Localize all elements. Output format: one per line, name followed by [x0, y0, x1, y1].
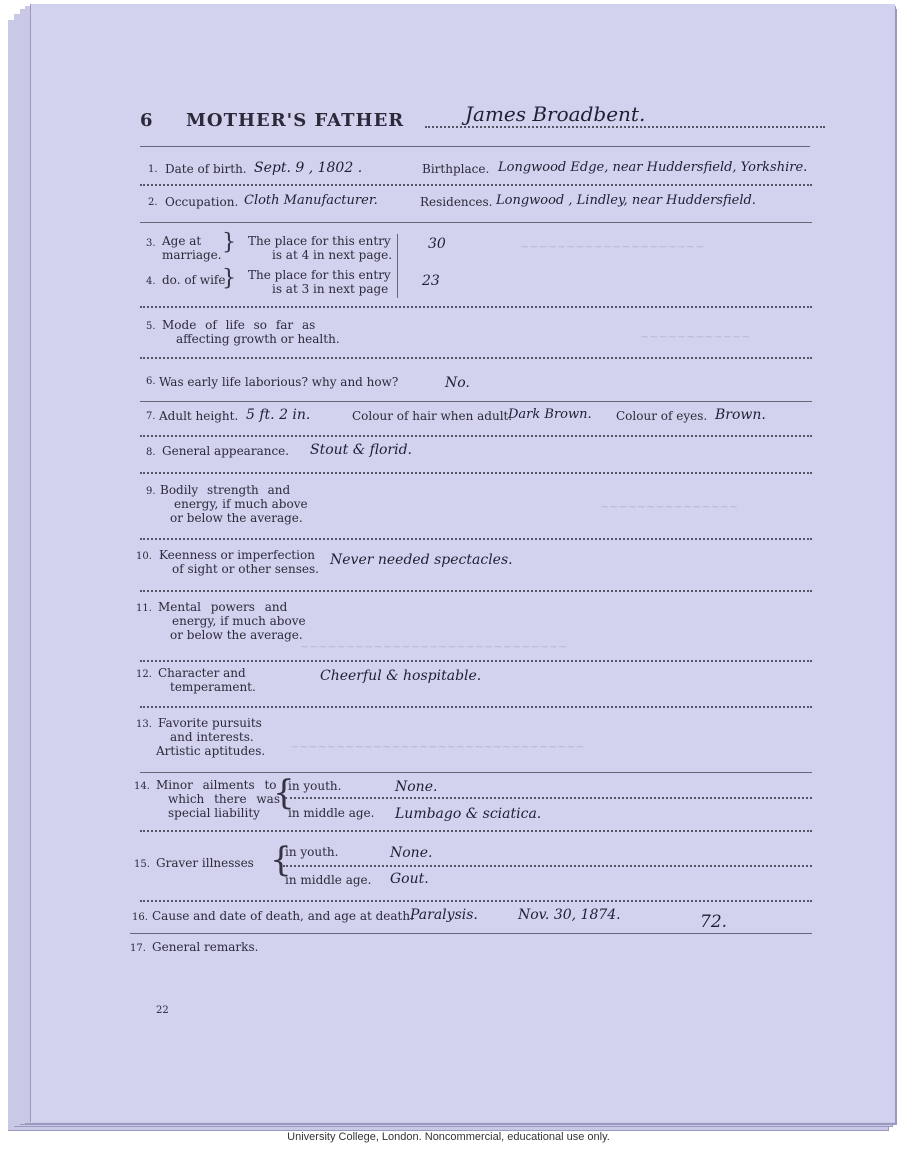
death-date: Nov. 30, 1874.: [518, 907, 621, 923]
row-number: 16.: [132, 912, 148, 923]
row-number: 11.: [136, 603, 152, 614]
keenness-value: Never needed spectacles.: [330, 552, 513, 568]
graver-illnesses-middle-age: Gout.: [390, 871, 429, 887]
residences-value: Longwood , Lindley, near Huddersfield.: [496, 193, 756, 208]
header-rule: [140, 146, 810, 147]
middle-age-label: in middle age.: [285, 873, 372, 887]
age-marriage-label: Age at: [162, 234, 202, 248]
age-marriage-value: 30: [428, 236, 446, 252]
subject-name: James Broadbent.: [465, 102, 646, 126]
dob-label: Date of birth.: [165, 162, 247, 176]
row-separator: [140, 472, 812, 474]
row-separator: [140, 184, 812, 186]
row-separator: [140, 538, 812, 540]
row-separator: [140, 222, 812, 223]
placement-note: The place for this entry: [248, 234, 391, 248]
bleed-through-mark: ~~~~~~~~~~~~~~~~~~~~~~~~~~~~~: [300, 640, 568, 653]
row-number: 12.: [136, 669, 152, 680]
occupation-label: Occupation.: [165, 195, 239, 209]
minor-ailments-label: special liability: [168, 806, 260, 820]
row-separator: [140, 830, 812, 832]
row-separator: [140, 706, 812, 708]
hair-colour-value: Dark Brown.: [508, 407, 592, 422]
row-number: 13.: [136, 719, 152, 730]
pursuits-label: Artistic aptitudes.: [156, 744, 266, 758]
occupation-value: Cloth Manufacturer.: [244, 193, 378, 208]
height-label: Adult height.: [159, 409, 239, 423]
character-label: Character and: [158, 666, 246, 680]
eye-colour-value: Brown.: [715, 407, 766, 423]
column-divider: [397, 234, 398, 298]
page-number: 22: [156, 1005, 169, 1016]
row-separator: [140, 772, 812, 773]
brace: {: [270, 840, 292, 880]
birthplace-value: Longwood Edge, near Huddersfield, Yorkshire.: [498, 160, 808, 175]
wife-age-value: 23: [422, 273, 440, 289]
placement-note: The place for this entry: [248, 268, 391, 282]
minor-ailments-label: which there was: [168, 792, 280, 806]
mode-of-life-label: Mode of life so far as: [162, 318, 316, 332]
youth-label: in youth.: [285, 845, 339, 859]
graver-illnesses-youth: None.: [390, 845, 433, 861]
row-number: 14.: [134, 781, 150, 792]
row-number: 15.: [134, 859, 150, 870]
row-separator: [140, 306, 812, 308]
residences-label: Residences.: [420, 195, 493, 209]
bodily-strength-label: energy, if much above: [174, 497, 308, 511]
name-line: [425, 126, 825, 128]
pursuits-label: Favorite pursuits: [158, 716, 262, 730]
bleed-through-mark: ~~~~~~~~~~~~~~~: [600, 500, 739, 513]
row-separator: [140, 590, 812, 592]
placement-note: is at 4 in next page.: [272, 248, 393, 262]
row-number: 17.: [130, 943, 146, 954]
minor-ailments-youth: None.: [395, 779, 438, 795]
row-separator: [140, 900, 812, 902]
attribution-caption: University College, London. Noncommercial, educational use only.: [287, 1131, 610, 1143]
row-separator: [130, 933, 812, 934]
death-label: Cause and date of death, and age at death.: [152, 909, 414, 923]
brace: }: [222, 266, 236, 291]
general-remarks-label: General remarks.: [152, 940, 259, 954]
early-life-value: No.: [445, 375, 470, 391]
brace: {: [273, 773, 295, 813]
row-separator: [140, 357, 812, 359]
character-value: Cheerful & hospitable.: [320, 668, 482, 684]
minor-ailments-label: Minor ailments to: [156, 778, 277, 792]
row-number: 9.: [146, 486, 156, 497]
row-number: 10.: [136, 551, 152, 562]
section-number: 6: [140, 110, 154, 131]
bleed-through-mark: ~~~~~~~~~~~~: [640, 330, 751, 343]
bleed-through-mark: ~~~~~~~~~~~~~~~~~~~~: [520, 240, 705, 253]
row-separator: [140, 660, 812, 662]
mental-powers-label: Mental powers and: [158, 600, 288, 614]
death-cause: Paralysis.: [410, 907, 478, 923]
death-age: 72.: [700, 912, 728, 932]
row-number: 6.: [146, 376, 156, 387]
mental-powers-label: energy, if much above: [172, 614, 306, 628]
row-number: 1.: [148, 164, 158, 175]
mental-powers-label: or below the average.: [170, 628, 303, 642]
row-separator: [283, 865, 812, 867]
appearance-label: General appearance.: [162, 444, 290, 458]
row-separator: [140, 435, 812, 437]
row-number: 2.: [148, 197, 158, 208]
row-separator: [140, 401, 812, 402]
age-marriage-label: marriage.: [162, 248, 222, 262]
row-number: 3.: [146, 238, 156, 249]
row-number: 7.: [146, 411, 156, 422]
keenness-label: of sight or other senses.: [172, 562, 319, 576]
row-number: 8.: [146, 447, 156, 458]
pursuits-label: and interests.: [170, 730, 254, 744]
row-number: 5.: [146, 321, 156, 332]
mode-of-life-label: affecting growth or health.: [176, 332, 340, 346]
hair-colour-label: Colour of hair when adult.: [352, 409, 513, 423]
bodily-strength-label: or below the average.: [170, 511, 303, 525]
wife-age-label: do. of wife: [162, 273, 226, 287]
birthplace-label: Birthplace.: [422, 162, 490, 176]
minor-ailments-middle-age: Lumbago & sciatica.: [395, 806, 542, 822]
dob-value: Sept. 9 , 1802 .: [254, 160, 363, 176]
placement-note: is at 3 in next page: [272, 282, 389, 296]
section-title: MOTHER'S FATHER: [186, 110, 405, 131]
character-label: temperament.: [170, 680, 256, 694]
early-life-label: Was early life laborious? why and how?: [159, 375, 399, 389]
graver-illnesses-label: Graver illnesses: [156, 856, 254, 870]
bleed-through-mark: ~~~~~~~~~~~~~~~~~~~~~~~~~~~~~~~~: [290, 740, 585, 753]
middle-age-label: in middle age.: [288, 806, 375, 820]
row-number: 4.: [146, 276, 156, 287]
row-separator: [285, 797, 812, 799]
youth-label: in youth.: [288, 779, 342, 793]
height-value: 5 ft. 2 in.: [246, 407, 311, 423]
appearance-value: Stout & florid.: [310, 442, 412, 458]
brace: }: [222, 230, 236, 255]
bodily-strength-label: Bodily strength and: [160, 483, 291, 497]
keenness-label: Keenness or imperfection: [159, 548, 315, 562]
eye-colour-label: Colour of eyes.: [616, 409, 708, 423]
